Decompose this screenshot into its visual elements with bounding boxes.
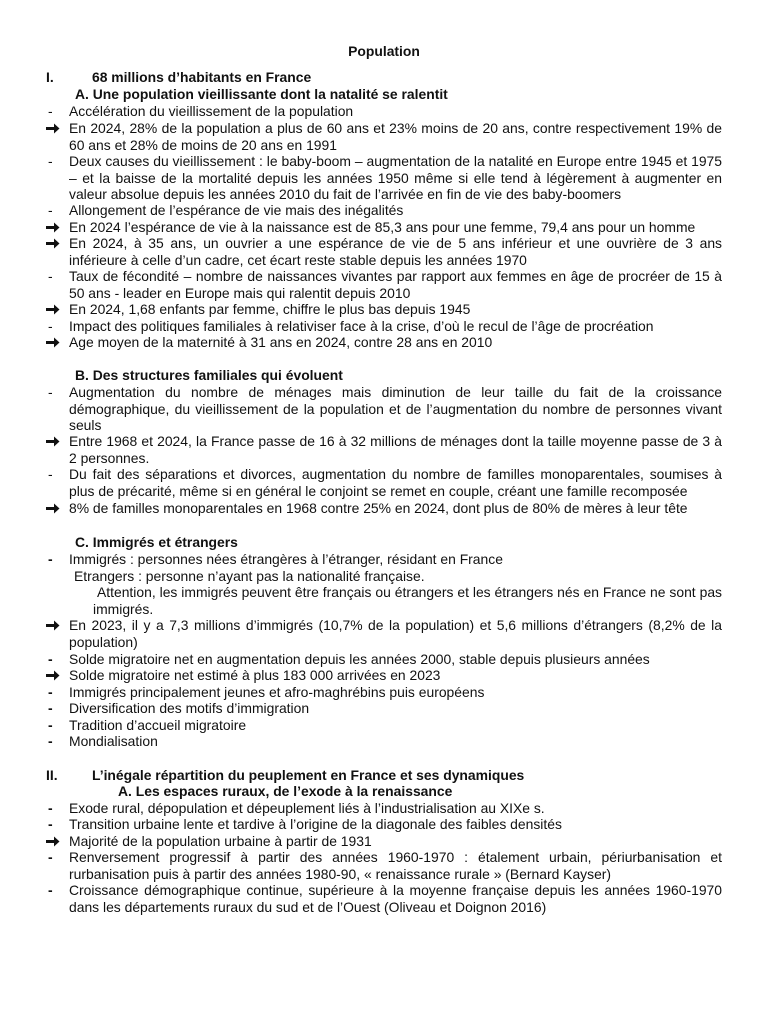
subsection-heading-c: C. Immigrés et étrangers: [75, 534, 238, 550]
section-number: I.: [46, 69, 54, 85]
arrow-right-icon: [46, 667, 66, 681]
list-item: - Immigrés principalement jeunes et afro-maghrébins puis européens: [48, 684, 485, 700]
list-item: - Renversement progressif à partir des années 1960-1970 : étalement urbain, périurbanisation et rurbanisation puis à partir des années 1980-90, « renaissance rurale » (Bernard Kayser): [48, 849, 722, 882]
subsection-heading-b: B. Des structures familiales qui évoluent: [75, 367, 343, 383]
section-title: 68 millions d’habitants en France: [92, 69, 312, 85]
list-item: - Deux causes du vieillissement : le baby-boom – augmentation de la natalité en Europe entre 1945 et 1975 – et la baisse de la mortalité depuis les années 1950 même si elle tend à légèrement à augmenter en valeur absolue depuis les années 2010 du fait de l’arrivée en fin de vie des baby-boomers: [48, 153, 722, 202]
dash-bullet: -: [48, 800, 53, 816]
list-item: - Solde migratoire net en augmentation depuis les années 2000, stable depuis plusieurs années: [48, 651, 650, 667]
dash-bullet: -: [48, 700, 53, 716]
arrow-right-icon: [46, 617, 66, 631]
arrow-right-icon: [46, 334, 66, 348]
section-number: II.: [46, 767, 58, 783]
dash-bullet: -: [48, 466, 53, 482]
dash-bullet: -: [48, 651, 53, 667]
arrow-right-icon: [46, 833, 66, 847]
list-item: - Du fait des séparations et divorces, augmentation du nombre de familles monoparentales, soumises à plus de précarité, même si en général le conjoint se remet en couple, créant une famille recomposée: [48, 466, 722, 499]
dash-bullet: -: [48, 849, 53, 865]
dash-bullet: -: [48, 202, 53, 218]
dash-bullet: -: [48, 318, 53, 334]
list-item: - Augmentation du nombre de ménages mais diminution de leur taille du fait de la croissance démographique, du vieillissement de la population et de l’augmentation du nombre de personnes vivant seuls: [48, 384, 722, 433]
arrow-right-icon: [46, 500, 66, 514]
list-item: Majorité de la population urbaine à partir de 1931: [46, 833, 722, 850]
list-item: - Allongement de l’espérance de vie mais des inégalités: [48, 202, 404, 218]
list-item: Solde migratoire net estimé à plus 183 000 arrivées en 2023: [46, 667, 722, 684]
list-item: - Diversification des motifs d’immigration: [48, 700, 310, 716]
list-item: En 2023, il y a 7,3 millions d’immigrés (10,7% de la population) et 5,6 millions d’étrangers (8,2% de la population): [46, 617, 722, 650]
list-item: - Exode rural, dépopulation et dépeuplement liés à l’industrialisation au XIXe s.: [48, 800, 545, 816]
arrow-right-icon: [46, 235, 66, 249]
arrow-right-icon: [46, 120, 66, 134]
list-item: En 2024 l’espérance de vie à la naissance est de 85,3 ans pour une femme, 79,4 ans pour un homme: [46, 219, 722, 236]
note-text: Attention, les immigrés peuvent être français ou étrangers et les étrangers nés en France ne sont pas immigrés.: [93, 584, 722, 617]
list-item: Entre 1968 et 2024, la France passe de 16 à 32 millions de ménages dont la taille moyenne passe de 3 à 2 personnes.: [46, 433, 722, 466]
arrow-right-icon: [46, 301, 66, 315]
list-item: En 2024, 1,68 enfants par femme, chiffre le plus bas depuis 1945: [46, 301, 722, 318]
dash-bullet: -: [48, 733, 53, 749]
list-item: - Accélération du vieillissement de la population: [48, 103, 354, 119]
list-item: - Impact des politiques familiales à relativiser face à la crise, d’où le recul de l’âge de procréation: [48, 318, 654, 334]
dash-bullet: -: [48, 551, 53, 567]
dash-bullet: -: [48, 717, 53, 733]
arrow-right-icon: [46, 433, 66, 447]
list-item: En 2024, à 35 ans, un ouvrier a une espérance de vie de 5 ans inférieur et une ouvrière de 3 ans inférieure à celle d’un cadre, cet écart reste stable depuis les années 1970: [46, 235, 722, 268]
subsection-heading-a: A. Une population vieillissante dont la natalité se ralentit: [75, 86, 448, 102]
list-item: - Immigrés : personnes nées étrangères à l’étranger, résidant en France: [48, 551, 503, 567]
subsection-heading-2a: A. Les espaces ruraux, de l’exode à la renaissance: [118, 783, 453, 799]
dash-bullet: -: [48, 268, 53, 284]
dash-bullet: -: [48, 384, 53, 400]
list-item: - Taux de fécondité – nombre de naissances vivantes par rapport aux femmes en âge de procréer de 15 à 50 ans - leader en Europe mais qui ralentit depuis 2010: [48, 268, 722, 301]
arrow-right-icon: [46, 219, 66, 233]
section-title: L’inégale répartition du peuplement en France et ses dynamiques: [92, 767, 525, 783]
dash-bullet: -: [48, 153, 53, 169]
list-item: - Mondialisation: [48, 733, 158, 749]
definition-text: Etrangers : personne n’ayant pas la nationalité française.: [74, 568, 425, 584]
list-item: En 2024, 28% de la population a plus de 60 ans et 23% moins de 20 ans, contre respectivement 19% de 60 ans et 28% de moins de 20 ans en 1991: [46, 120, 722, 153]
list-item: 8% de familles monoparentales en 1968 contre 25% en 2024, dont plus de 80% de mères à leur tête: [46, 500, 722, 517]
page-title: Population: [348, 43, 420, 59]
dash-bullet: -: [48, 103, 53, 119]
list-item: Age moyen de la maternité à 31 ans en 2024, contre 28 ans en 2010: [46, 334, 722, 351]
dash-bullet: -: [48, 882, 53, 898]
list-item: - Tradition d’accueil migratoire: [48, 717, 247, 733]
list-item: - Croissance démographique continue, supérieure à la moyenne française depuis les années 1960-1970 dans les départements ruraux du sud et de l’Ouest (Oliveau et Doignon 2016): [48, 882, 722, 915]
dash-bullet: -: [48, 684, 53, 700]
dash-bullet: -: [48, 816, 53, 832]
list-item: - Transition urbaine lente et tardive à l’origine de la diagonale des faibles densités: [48, 816, 562, 832]
